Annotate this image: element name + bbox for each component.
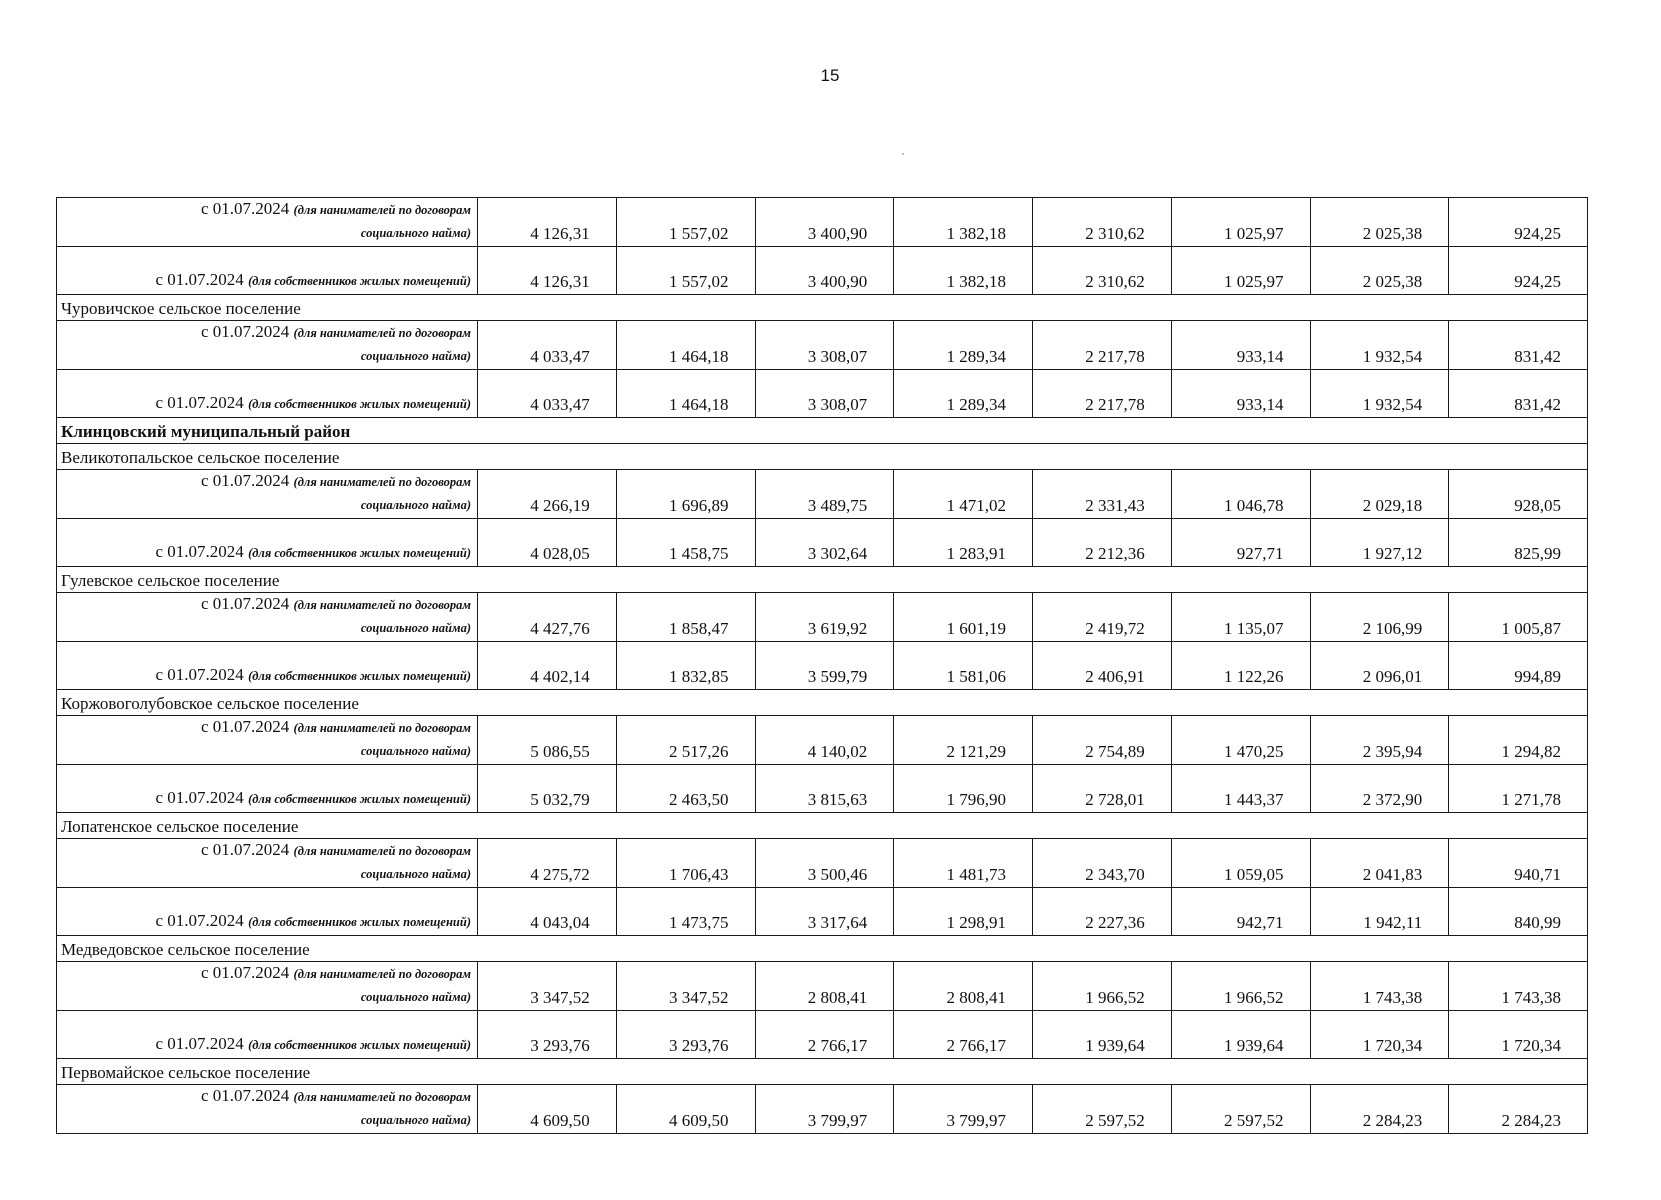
tenants-note-line1: (для нанимателей по договорам — [293, 598, 471, 612]
tariff-value-cell: 3 308,07 — [755, 370, 894, 418]
tariff-value-cell: 4 140,02 — [755, 716, 894, 765]
tariff-value-cell: 1 601,19 — [894, 593, 1033, 642]
tariff-value-cell: 2 808,41 — [755, 962, 894, 1011]
tariff-value-cell: 2 728,01 — [1033, 765, 1172, 813]
tariff-value-cell: 3 815,63 — [755, 765, 894, 813]
tenants-tariff-row — [57, 593, 1588, 642]
scan-artifact — [902, 153, 904, 155]
effective-date: с 01.07.2024 — [155, 270, 244, 289]
row-label — [57, 642, 478, 690]
effective-date: с 01.07.2024 — [201, 471, 290, 490]
owners-note: (для собственников жилых помещений) — [248, 915, 471, 929]
row-label — [57, 370, 478, 418]
settlement-title: Гулевское сельское поселение — [57, 567, 1588, 593]
tenants-tariff-row — [57, 962, 1588, 1011]
tariff-value-cell: 2 766,17 — [755, 1011, 894, 1059]
tariff-value-cell: 4 028,05 — [478, 519, 617, 567]
owners-note: (для собственников жилых помещений) — [248, 792, 471, 806]
settlement-heading-row — [57, 444, 1588, 470]
tariff-value-cell: 1 005,87 — [1449, 593, 1588, 642]
tariff-value-cell: 940,71 — [1449, 839, 1588, 888]
owners-tariff-row — [57, 642, 1588, 690]
tariff-value-cell: 4 402,14 — [478, 642, 617, 690]
effective-date: с 01.07.2024 — [201, 717, 290, 736]
tenants-note-line2: социального найма) — [360, 744, 471, 758]
tariff-value-cell: 1 443,37 — [1171, 765, 1310, 813]
row-label — [57, 198, 478, 247]
tariff-value-cell: 3 347,52 — [478, 962, 617, 1011]
tariff-value-cell: 1 046,78 — [1171, 470, 1310, 519]
tariff-value-cell: 2 217,78 — [1033, 321, 1172, 370]
tariff-value-cell: 1 743,38 — [1310, 962, 1449, 1011]
tenants-note-line2: социального найма) — [360, 498, 471, 512]
tariff-value-cell: 5 032,79 — [478, 765, 617, 813]
owners-note: (для собственников жилых помещений) — [248, 546, 471, 560]
tenants-note-line2: социального найма) — [360, 867, 471, 881]
tariff-value-cell: 3 302,64 — [755, 519, 894, 567]
effective-date: с 01.07.2024 — [155, 393, 244, 412]
tenants-note-line1: (для нанимателей по договорам — [293, 475, 471, 489]
tenants-note-line1: (для нанимателей по договорам — [293, 1090, 471, 1104]
tariff-value-cell: 1 458,75 — [616, 519, 755, 567]
tariff-value-cell: 994,89 — [1449, 642, 1588, 690]
tariff-table-body — [57, 198, 1588, 1134]
row-label — [57, 519, 478, 567]
tenants-note-line1: (для нанимателей по договорам — [293, 203, 471, 217]
tariff-value-cell: 1 294,82 — [1449, 716, 1588, 765]
tenants-note-line2: социального найма) — [360, 226, 471, 240]
tariff-value-cell: 3 400,90 — [755, 247, 894, 295]
tariff-value-cell: 2 343,70 — [1033, 839, 1172, 888]
tariff-value-cell: 3 317,64 — [755, 888, 894, 936]
tariff-value-cell: 924,25 — [1449, 198, 1588, 247]
settlement-title: Лопатенское сельское поселение — [57, 813, 1588, 839]
tariff-value-cell: 927,71 — [1171, 519, 1310, 567]
tariff-value-cell: 2 029,18 — [1310, 470, 1449, 519]
tariff-value-cell: 4 609,50 — [616, 1085, 755, 1134]
owners-tariff-row — [57, 888, 1588, 936]
tariff-value-cell: 1 696,89 — [616, 470, 755, 519]
tariff-value-cell: 825,99 — [1449, 519, 1588, 567]
effective-date: с 01.07.2024 — [201, 963, 290, 982]
tariff-value-cell: 2 766,17 — [894, 1011, 1033, 1059]
row-label — [57, 888, 478, 936]
tariff-value-cell: 1 939,64 — [1033, 1011, 1172, 1059]
owners-note: (для собственников жилых помещений) — [248, 1038, 471, 1052]
tenants-tariff-row — [57, 470, 1588, 519]
tariff-value-cell: 1 932,54 — [1310, 321, 1449, 370]
row-label — [57, 765, 478, 813]
owners-tariff-row — [57, 370, 1588, 418]
tariff-value-cell: 1 927,12 — [1310, 519, 1449, 567]
settlement-heading-row — [57, 813, 1588, 839]
tariff-value-cell: 3 799,97 — [755, 1085, 894, 1134]
tariff-value-cell: 4 126,31 — [478, 247, 617, 295]
settlement-title: Медведовское сельское поселение — [57, 936, 1588, 962]
tariff-value-cell: 2 331,43 — [1033, 470, 1172, 519]
tariff-value-cell: 3 293,76 — [478, 1011, 617, 1059]
owners-tariff-row — [57, 1011, 1588, 1059]
tariff-value-cell: 1 581,06 — [894, 642, 1033, 690]
tariff-value-cell: 1 720,34 — [1310, 1011, 1449, 1059]
tariff-value-cell: 2 372,90 — [1310, 765, 1449, 813]
row-label — [57, 470, 478, 519]
tariff-value-cell: 1 289,34 — [894, 370, 1033, 418]
tariff-value-cell: 1 796,90 — [894, 765, 1033, 813]
tariff-value-cell: 4 275,72 — [478, 839, 617, 888]
tariff-value-cell: 1 025,97 — [1171, 247, 1310, 295]
effective-date: с 01.07.2024 — [155, 788, 244, 807]
tenants-note-line1: (для нанимателей по договорам — [293, 967, 471, 981]
tariff-value-cell: 2 406,91 — [1033, 642, 1172, 690]
settlement-heading-row — [57, 1059, 1588, 1085]
page-number: 15 — [820, 66, 840, 85]
tariff-value-cell: 1 942,11 — [1310, 888, 1449, 936]
owners-note: (для собственников жилых помещений) — [248, 397, 471, 411]
tariff-value-cell: 1 706,43 — [616, 839, 755, 888]
tariff-value-cell: 2 395,94 — [1310, 716, 1449, 765]
row-label — [57, 839, 478, 888]
owners-note: (для собственников жилых помещений) — [248, 669, 471, 683]
settlement-title: Великотопальское сельское поселение — [57, 444, 1588, 470]
row-label — [57, 593, 478, 642]
tariff-value-cell: 2 025,38 — [1310, 198, 1449, 247]
tariff-value-cell: 1 470,25 — [1171, 716, 1310, 765]
effective-date: с 01.07.2024 — [201, 322, 290, 341]
tariff-value-cell: 3 500,46 — [755, 839, 894, 888]
tariff-value-cell: 1 135,07 — [1171, 593, 1310, 642]
tariff-value-cell: 2 284,23 — [1310, 1085, 1449, 1134]
effective-date: с 01.07.2024 — [155, 542, 244, 561]
tariff-value-cell: 1 464,18 — [616, 370, 755, 418]
effective-date: с 01.07.2024 — [201, 1086, 290, 1105]
tenants-note-line1: (для нанимателей по договорам — [293, 844, 471, 858]
tariff-value-cell: 2 212,36 — [1033, 519, 1172, 567]
row-label — [57, 321, 478, 370]
tenants-note-line1: (для нанимателей по договорам — [293, 721, 471, 735]
row-label — [57, 962, 478, 1011]
tariff-value-cell: 3 599,79 — [755, 642, 894, 690]
settlement-heading-row — [57, 936, 1588, 962]
tariff-value-cell: 2 597,52 — [1033, 1085, 1172, 1134]
tariff-value-cell: 2 517,26 — [616, 716, 755, 765]
tariff-value-cell: 1 832,85 — [616, 642, 755, 690]
tariff-value-cell: 1 122,26 — [1171, 642, 1310, 690]
effective-date: с 01.07.2024 — [155, 911, 244, 930]
tariff-value-cell: 3 489,75 — [755, 470, 894, 519]
settlement-title: Чуровичское сельское поселение — [57, 295, 1588, 321]
tariff-value-cell: 1 966,52 — [1033, 962, 1172, 1011]
tariff-value-cell: 933,14 — [1171, 321, 1310, 370]
tenants-tariff-row — [57, 839, 1588, 888]
tariff-value-cell: 2 025,38 — [1310, 247, 1449, 295]
settlement-title: Первомайское сельское поселение — [57, 1059, 1588, 1085]
tenants-tariff-row — [57, 321, 1588, 370]
tariff-value-cell: 1 289,34 — [894, 321, 1033, 370]
tenants-tariff-row — [57, 716, 1588, 765]
owners-note: (для собственников жилых помещений) — [248, 274, 471, 288]
tariff-value-cell: 3 308,07 — [755, 321, 894, 370]
tariff-value-cell: 2 310,62 — [1033, 247, 1172, 295]
tariff-value-cell: 1 382,18 — [894, 247, 1033, 295]
tariff-value-cell: 4 266,19 — [478, 470, 617, 519]
tariff-value-cell: 831,42 — [1449, 370, 1588, 418]
tariff-value-cell: 2 463,50 — [616, 765, 755, 813]
tariff-value-cell: 1 382,18 — [894, 198, 1033, 247]
tenants-note-line2: социального найма) — [360, 990, 471, 1004]
row-label — [57, 1085, 478, 1134]
tariff-value-cell: 2 106,99 — [1310, 593, 1449, 642]
tariff-table — [56, 197, 1588, 1134]
tariff-value-cell: 1 743,38 — [1449, 962, 1588, 1011]
tariff-value-cell: 1 966,52 — [1171, 962, 1310, 1011]
tariff-value-cell: 5 086,55 — [478, 716, 617, 765]
district-title: Клинцовский муниципальный район — [57, 418, 1588, 444]
settlement-heading-row — [57, 690, 1588, 716]
tariff-value-cell: 831,42 — [1449, 321, 1588, 370]
tenants-note-line2: социального найма) — [360, 621, 471, 635]
tenants-note-line2: социального найма) — [360, 1113, 471, 1127]
tariff-table-container — [56, 197, 1588, 1134]
settlement-title: Коржовоголубовское сельское поселение — [57, 690, 1588, 716]
settlement-heading-row — [57, 295, 1588, 321]
tenants-tariff-row — [57, 1085, 1588, 1134]
tariff-value-cell: 2 096,01 — [1310, 642, 1449, 690]
tariff-value-cell: 4 427,76 — [478, 593, 617, 642]
tariff-value-cell: 4 033,47 — [478, 370, 617, 418]
tariff-value-cell: 3 347,52 — [616, 962, 755, 1011]
owners-tariff-row — [57, 765, 1588, 813]
tariff-value-cell: 840,99 — [1449, 888, 1588, 936]
tenants-tariff-row — [57, 198, 1588, 247]
tariff-value-cell: 2 041,83 — [1310, 839, 1449, 888]
tariff-value-cell: 3 799,97 — [894, 1085, 1033, 1134]
tariff-value-cell: 3 400,90 — [755, 198, 894, 247]
effective-date: с 01.07.2024 — [201, 199, 290, 218]
effective-date: с 01.07.2024 — [155, 1034, 244, 1053]
district-heading-row — [57, 418, 1588, 444]
effective-date: с 01.07.2024 — [201, 594, 290, 613]
effective-date: с 01.07.2024 — [201, 840, 290, 859]
tariff-value-cell: 933,14 — [1171, 370, 1310, 418]
tariff-value-cell: 4 043,04 — [478, 888, 617, 936]
tariff-value-cell: 4 126,31 — [478, 198, 617, 247]
tariff-value-cell: 2 597,52 — [1171, 1085, 1310, 1134]
tariff-value-cell: 1 298,91 — [894, 888, 1033, 936]
tariff-value-cell: 1 932,54 — [1310, 370, 1449, 418]
tariff-value-cell: 2 121,29 — [894, 716, 1033, 765]
tariff-value-cell: 1 557,02 — [616, 198, 755, 247]
tariff-value-cell: 2 419,72 — [1033, 593, 1172, 642]
tariff-value-cell: 1 271,78 — [1449, 765, 1588, 813]
tariff-value-cell: 2 754,89 — [1033, 716, 1172, 765]
row-label — [57, 247, 478, 295]
effective-date: с 01.07.2024 — [155, 665, 244, 684]
tariff-value-cell: 942,71 — [1171, 888, 1310, 936]
tariff-value-cell: 4 609,50 — [478, 1085, 617, 1134]
tariff-value-cell: 2 217,78 — [1033, 370, 1172, 418]
tariff-value-cell: 1 720,34 — [1449, 1011, 1588, 1059]
tariff-value-cell: 2 227,36 — [1033, 888, 1172, 936]
tariff-value-cell: 2 310,62 — [1033, 198, 1172, 247]
settlement-heading-row — [57, 567, 1588, 593]
tariff-value-cell: 1 939,64 — [1171, 1011, 1310, 1059]
owners-tariff-row — [57, 519, 1588, 567]
tariff-value-cell: 3 619,92 — [755, 593, 894, 642]
tariff-value-cell: 2 284,23 — [1449, 1085, 1588, 1134]
tariff-value-cell: 1 471,02 — [894, 470, 1033, 519]
tenants-note-line1: (для нанимателей по договорам — [293, 326, 471, 340]
row-label — [57, 1011, 478, 1059]
tariff-value-cell: 3 293,76 — [616, 1011, 755, 1059]
tariff-value-cell: 1 858,47 — [616, 593, 755, 642]
tariff-value-cell: 1 283,91 — [894, 519, 1033, 567]
tariff-value-cell: 928,05 — [1449, 470, 1588, 519]
tariff-value-cell: 1 481,73 — [894, 839, 1033, 888]
tariff-value-cell: 924,25 — [1449, 247, 1588, 295]
tariff-value-cell: 1 557,02 — [616, 247, 755, 295]
tariff-value-cell: 2 808,41 — [894, 962, 1033, 1011]
tenants-note-line2: социального найма) — [360, 349, 471, 363]
tariff-value-cell: 1 473,75 — [616, 888, 755, 936]
owners-tariff-row — [57, 247, 1588, 295]
row-label — [57, 716, 478, 765]
tariff-value-cell: 1 025,97 — [1171, 198, 1310, 247]
tariff-value-cell: 4 033,47 — [478, 321, 617, 370]
tariff-value-cell: 1 059,05 — [1171, 839, 1310, 888]
tariff-value-cell: 1 464,18 — [616, 321, 755, 370]
